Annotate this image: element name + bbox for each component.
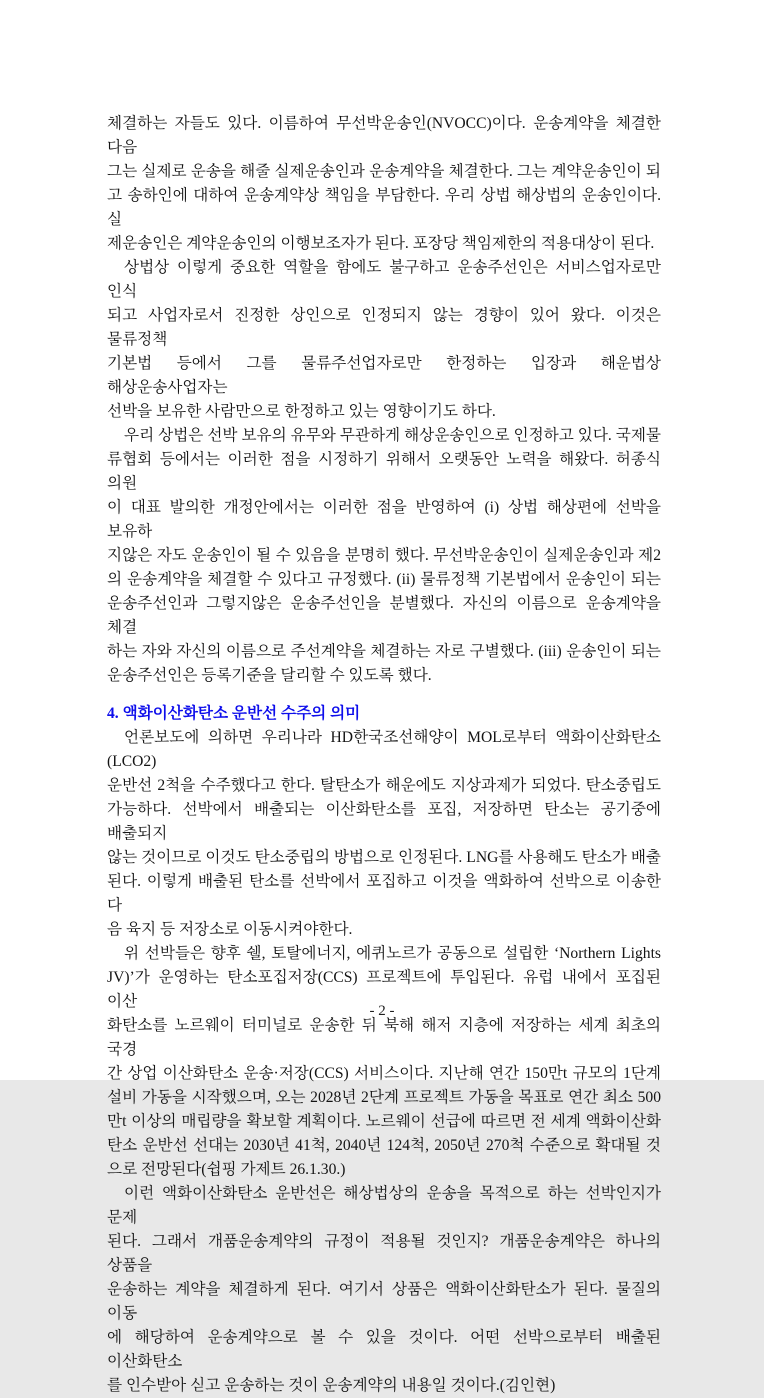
paragraph [107, 726, 661, 942]
text-line: 선박을 보유한 사람만으로 한정하고 있는 영향이기도 하다. [107, 403, 496, 420]
text-line: 그는 실제로 운송을 해줄 실제운송인과 운송계약을 체결한다. 그는 계약운송인이 되 [107, 163, 661, 180]
text-line: 제운송인은 계약운송인의 이행보조자가 된다. 포장당 책임제한의 적용대상이 된다. [107, 235, 655, 252]
document-body [107, 112, 661, 1398]
text-line: 우리 상법은 선박 보유의 유무와 무관하게 해상운송인으로 인정하고 있다. 국제물 [124, 427, 661, 444]
text-line: 으로 전망된다(쉽핑 가제트 26.1.30.) [107, 1161, 346, 1178]
paragraph [107, 942, 661, 1182]
section-heading [107, 702, 661, 726]
text-line: 되고 사업자로서 진정한 상인으로 인정되지 않는 경향이 있어 왔다. 이것은 물류정책 [107, 307, 661, 348]
text-line: 류협회 등에서는 이러한 점을 시정하기 위해서 오랫동안 노력을 해왔다. 허종식 의원 [107, 451, 661, 492]
paragraph [107, 256, 661, 424]
text-line: 고 송하인에 대하여 운송계약상 책임을 부담한다. 우리 상법 해상법의 운송인이다. 실 [107, 187, 661, 228]
text-line: 운반선 2척을 수주했다고 한다. 탈탄소가 해운에도 지상과제가 되었다. 탄소중립도 [107, 777, 661, 794]
text-line: 화탄소를 노르웨이 터미널로 운송한 뒤 북해 해저 지층에 저장하는 세계 최초의 국경 [107, 1017, 661, 1058]
text-line: 체결하는 자들도 있다. 이름하여 무선박운송인(NVOCC)이다. 운송계약을 체결한 다음 [107, 115, 661, 156]
text-line: 탄소 운반선 선대는 2030년 41척, 2040년 124척, 2050년 270척 수준으로 확대될 것 [107, 1137, 661, 1154]
text-line: 기본법 등에서 그를 물류주선업자로만 한정하는 입장과 해운법상 해상운송사업자는 [107, 355, 661, 396]
text-line: 운송주선인은 등록기준을 달리할 수 있도록 했다. [107, 667, 432, 684]
paragraph [107, 1182, 661, 1398]
text-line: 언론보도에 의하면 우리나라 HD한국조선해양이 MOL로부터 액화이산화탄소(LCO2) [107, 729, 661, 770]
text-line: 설비 가동을 시작했으며, 오는 2028년 2단계 프로젝트 가동을 목표로 연간 최소 500 [107, 1089, 661, 1106]
text-line: 운송하는 계약을 체결하게 된다. 여기서 상품은 액화이산화탄소가 된다. 물질의 이동 [107, 1281, 661, 1322]
text-line: 하는 자와 자신의 이름으로 주선계약을 체결하는 자로 구별했다. (iii) 운송인이 되는 [107, 643, 661, 660]
text-line: JV)’가 운영하는 탄소포집저장(CCS) 프로젝트에 투입된다. 유럽 내에서 포집된 이산 [107, 969, 661, 1010]
text-line: 이런 액화이산화탄소 운반선은 해상법상의 운송을 목적으로 하는 선박인지가 문제 [107, 1185, 661, 1226]
text-line: 이 대표 발의한 개정안에서는 이러한 점을 반영하여 (i) 상법 해상편에 선박을 보유하 [107, 499, 661, 540]
text-line: 상법상 이렇게 중요한 역할을 함에도 불구하고 운송주선인은 서비스업자로만 인식 [107, 259, 661, 300]
section-heading-text: 4. 액화이산화탄소 운반선 수주의 의미 [107, 705, 361, 722]
paragraph [107, 424, 661, 688]
text-line: 를 인수받아 싣고 운송하는 것이 운송계약의 내용일 것이다.(김인현) [107, 1377, 556, 1394]
text-line: 가능하다. 선박에서 배출되는 이산화탄소를 포집, 저장하면 탄소는 공기중에 배출되지 [107, 801, 661, 842]
text-line: 않는 것이므로 이것도 탄소중립의 방법으로 인정된다. LNG를 사용해도 탄소가 배출 [107, 849, 661, 866]
paragraph [107, 112, 661, 256]
text-line: 의 운송계약을 체결할 수 있다고 규정했다. (ii) 물류정책 기본법에서 운송인이 되는 [107, 571, 661, 588]
text-line: 된다. 그래서 개품운송계약의 규정이 적용될 것인지? 개품운송계약은 하나의 상품을 [107, 1233, 661, 1274]
text-line: 에 해당하여 운송계약으로 볼 수 있을 것이다. 어떤 선박으로부터 배출된 이산화탄소 [107, 1329, 661, 1370]
text-line: 만t 이상의 매립량을 확보할 계획이다. 노르웨이 선급에 따르면 전 세계 액화이산화 [107, 1113, 661, 1130]
text-line: 위 선박들은 향후 쉘, 토탈에너지, 에퀴노르가 공동으로 설립한 ‘Northern Lights [124, 945, 661, 962]
text-line: 간 상업 이산화탄소 운송·저장(CCS) 서비스이다. 지난해 연간 150만t 규모의 1단계 [107, 1065, 661, 1082]
text-line: 지않은 자도 운송인이 될 수 있음을 분명히 했다. 무선박운송인이 실제운송인과 제2 [107, 547, 661, 564]
text-line: 된다. 이렇게 배출된 탄소를 선박에서 포집하고 이것을 액화하여 선박으로 이송한 다 [107, 873, 661, 914]
footer-page-number: - 2 - [369, 1003, 395, 1019]
text-line: 운송주선인과 그렇지않은 운송주선인을 분별했다. 자신의 이름으로 운송계약을 체결 [107, 595, 661, 636]
text-line: 음 육지 등 저장소로 이동시켜야한다. [107, 921, 353, 938]
